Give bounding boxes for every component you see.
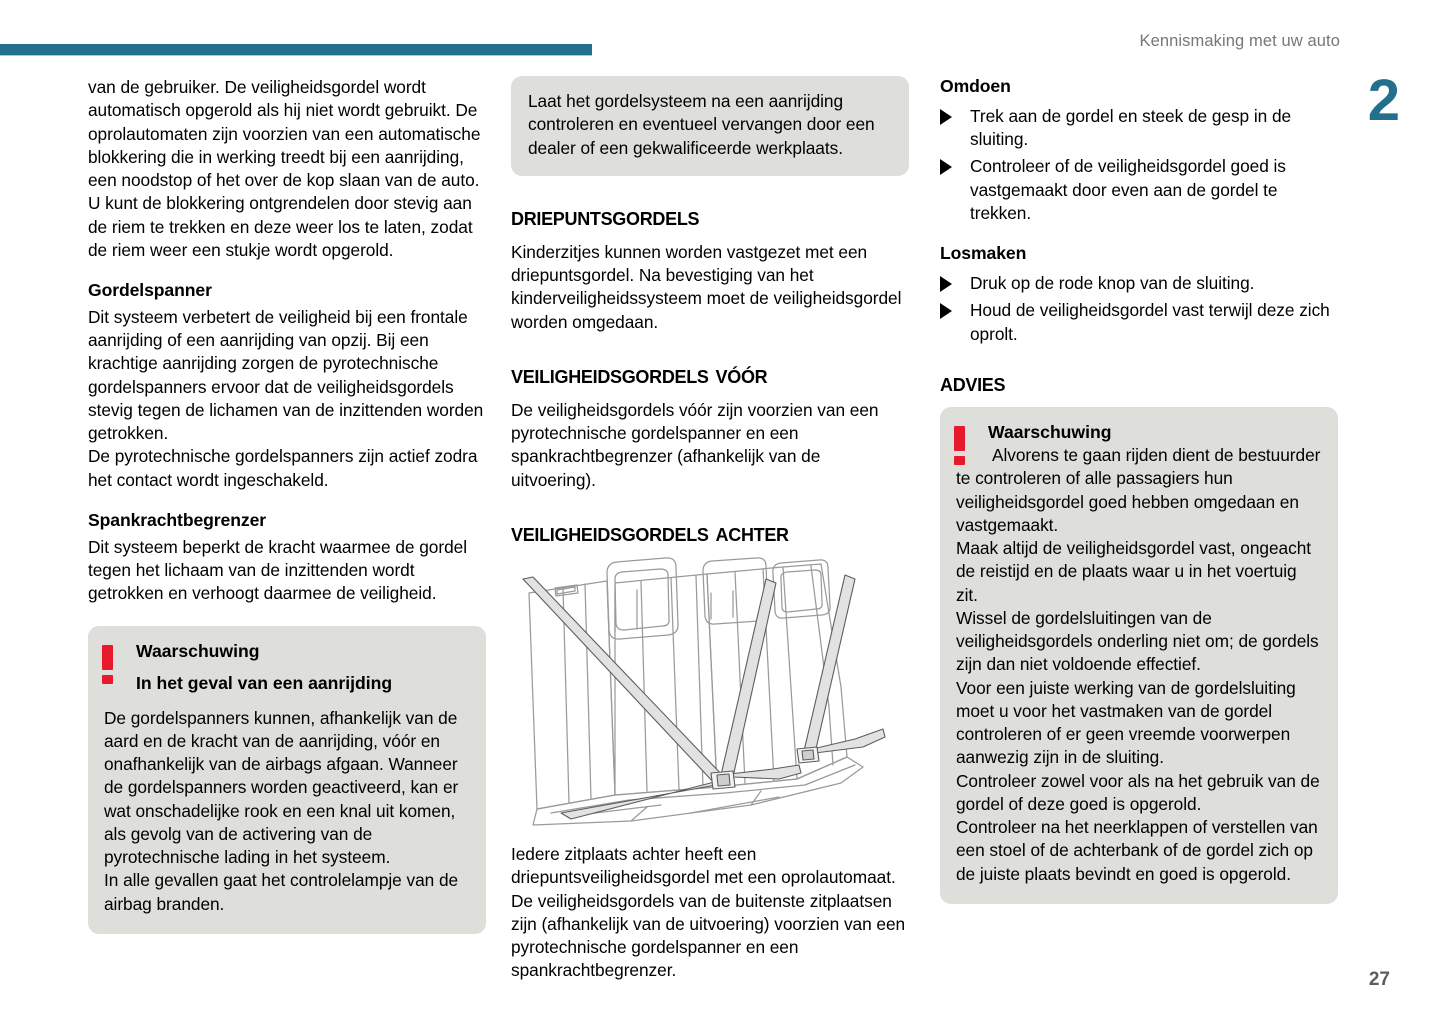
warning-body-5: Controleer zowel voor als na het gebruik van de gordel of deze goed is opgerold.	[956, 770, 1320, 814]
heading-losmaken: Losmaken	[940, 243, 1027, 264]
list-item	[940, 105, 1338, 152]
warning-body-2: Maak altijd de veiligheidsgordel vast, ongeacht de reistijd en de plaats waar u in het voertuig zit.	[956, 538, 1312, 605]
warning-title: Waarschuwing	[136, 640, 260, 661]
rear-bench-seatbelts-illustration	[511, 557, 909, 829]
warning-subtitle: In het geval van een aanrijding	[136, 672, 393, 693]
list-item-label: Controleer of de veiligheidsgordel goed is vastgemaakt door even aan de gordel te trekken.	[970, 156, 1286, 223]
triangle-bullet-icon	[940, 109, 952, 125]
omdoen-list	[940, 105, 1338, 225]
page-number: 27	[1368, 969, 1390, 990]
warning-body-6: Controleer na het neerklappen of verstellen van een stoel of de achterbank of de gordel zich op de juiste plaats bevindt en goed is opgerold.	[956, 817, 1318, 884]
warning-title: Waarschuwing	[988, 422, 1112, 443]
heading-omdoen: Omdoen	[940, 76, 1011, 96]
spankrachtbegrenzer-paragraph-1: Dit systeem beperkt de kracht waarmee de gordel tegen het lichaam van de inzittenden wordt getrokken en verhoogt daarmee de veiligheid.	[88, 536, 467, 604]
triangle-bullet-icon	[940, 159, 952, 175]
exclamation-icon	[954, 426, 965, 465]
heading-veiligheidsgordels-achter: veiligheidsgordels achter	[511, 516, 789, 547]
warning-body-1: De gordelspanners kunnen, afhankelijk van de aard en de kracht van de aanrijding, vóór en onafhankelijk van de airbags afgaan. Wanneer de gordelspanners worden geactiveerd, kan er wat onschadelijke rook en een knal uit komen, als gevolg van de activering van de pyrotechnische lading in het systeem.	[104, 707, 459, 868]
gordels-achter-paragraph-2: De veiligheidsgordels van de buitenste zitplaatsen zijn (afhankelijk van de uitvoering) voorzien van een pyrotechnische gordelspanner en een spankrachtbegrenzer.	[511, 890, 906, 981]
losmaken-list	[940, 272, 1338, 346]
gordels-voor-paragraph-1: De veiligheidsgordels vóór zijn voorzien van een pyrotechnische gordelspanner en een spankrachtbegrenzer (afhankelijk van de uitvoering).	[511, 399, 879, 490]
chapter-number: 2	[1367, 68, 1399, 133]
heading-veiligheidsgordels-voor: veiligheidsgordels vóór	[511, 358, 768, 389]
list-item-label: Druk op de rode knop van de sluiting.	[970, 273, 1255, 294]
triangle-bullet-icon	[940, 303, 952, 319]
heading-driepuntsgordels: driepuntsgordels	[511, 200, 700, 231]
driepuntsgordels-paragraph-1: Kinderzitjes kunnen worden vastgezet met een driepuntsgordel. Na bevestiging van het kinderveiligheidssysteem moet de veiligheidsgordel worden omgedaan.	[511, 241, 902, 332]
warning-body-4: Voor een juiste werking van de gordelsluiting moet u voor het vastmaken van de gordel controleren of er geen vreemde voorwerpen aanwezig zijn in de sluiting.	[956, 677, 1296, 768]
note-box-gordelsysteem	[511, 76, 909, 176]
column-middle	[511, 76, 909, 983]
gordels-achter-paragraph-1: Iedere zitplaats achter heeft een driepuntsveiligheidsgordel met een oprolautomaat.	[511, 844, 896, 888]
header-accent-bar	[0, 44, 592, 55]
warning-body-1: Alvorens te gaan rijden dient de bestuurder te controleren of alle passagiers hun veiligheidsgordel goed hebben omgedaan en vastgemaakt.	[956, 445, 1321, 535]
list-item	[940, 155, 1338, 225]
list-item-label: Houd de veiligheidsgordel vast terwijl deze zich oprolt.	[970, 300, 1330, 344]
header-title: Kennismaking met uw auto	[1139, 32, 1340, 50]
intro-paragraph: van de gebruiker. De veiligheidsgordel wordt automatisch opgerold als hij niet wordt gebruikt. De oprolautomaten zijn voorzien van een automatische blokkering die in werking treedt bij een aanrijding, een noodstop of het over de kop slaan van de auto. U kunt de blokkering ontgrendelen door stevig aan de riem te trekken en deze weer los te laten, zodat de riem weer een stukje wordt opgerold.	[88, 77, 481, 260]
list-item	[940, 299, 1338, 346]
gordelspanner-paragraph-2: De pyrotechnische gordelspanners zijn actief zodra het contact wordt ingeschakeld.	[88, 446, 478, 490]
note-box-text: Laat het gordelsysteem na een aanrijding controleren en eventueel vervangen door een dealer of een gekwalificeerde werkplaats.	[528, 91, 875, 158]
heading-gordelspanner: Gordelspanner	[88, 280, 212, 300]
warning-box-aanrijding	[88, 626, 486, 934]
triangle-bullet-icon	[940, 276, 952, 292]
heading-spankrachtbegrenzer: Spankrachtbegrenzer	[88, 509, 267, 530]
exclamation-icon	[102, 645, 113, 684]
warning-box-advies	[940, 407, 1338, 904]
heading-advies: advies	[940, 366, 1006, 397]
column-right	[940, 76, 1338, 904]
warning-body-3: Wissel de gordelsluitingen van de veiligheidsgordels onderling niet om; de gordels zijn dan niet voldoende effectief.	[956, 607, 1319, 675]
column-left	[88, 76, 486, 934]
warning-body-2: In alle gevallen gaat het controlelampje van de airbag branden.	[104, 870, 459, 914]
gordelspanner-paragraph-1: Dit systeem verbetert de veiligheid bij een frontale aanrijding of een aanrijding van opzij. Bij een krachtige aanrijding zorgen de pyrotechnische gordelspanners ervoor dat de veiligheidsgordels stevig tegen de lichamen van de inzittenden worden getrokken.	[88, 306, 484, 444]
list-item	[940, 272, 1338, 295]
list-item-label: Trek aan de gordel en steek de gesp in de sluiting.	[970, 105, 1292, 150]
